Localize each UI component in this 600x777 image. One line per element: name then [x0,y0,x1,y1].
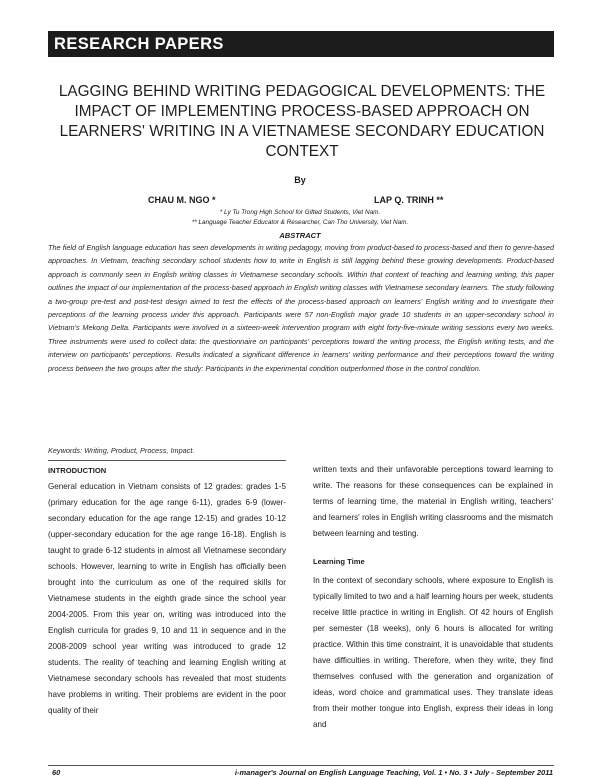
author-2: LAP Q. TRINH ** [374,195,444,205]
by-line: By [294,175,306,185]
keywords: Keywords: Writing, Product, Process, Impact. [48,446,195,455]
abstract-heading: ABSTRACT [279,231,321,240]
intro-rule [48,460,286,461]
learning-time-text: In the context of secondary schools, where exposure to English is typically limited to two and a half learning hours per week, students receive little practice in writing in English. Of 42 hours of English per semester (18 weeks), only 6 hours is allocated for writing practice. Within this time constraint, it is unavoidable that students have difficulties in writing. Therefore, when they write, they find themselves confused with the generation and organization of ideas, word choice and grammatical uses. They translate ideas from their mother tongue into English, express their ideas in long and [313,576,553,729]
intro-continued-text: written texts and their unfavorable perceptions toward learning to write. The reasons for these consequences can be explained in terms of learning time, the material in English writing, teachers' and learners' roles in English writing classrooms and the mismatch between learning and testing. [313,465,553,538]
intro-text: General education in Vietnam consists of 12 grades: grades 1-5 (primary education for the age range 6-11), grades 6-9 (lower-secondary education for the age range 12-15) and grades 10-12 (upper-secondary education for the age range 16-18). English is taught to grade 6-12 students in almost all Vietnamese secondary schools. However, learning to write in English has officially been brought into the curriculum as one of the required skills for Vietnamese students in the eighth grade since the school year 2004-2005. From this year on, writing was introduced into the English curricula for grades 9, 10 and 11 in sequence and in the 2008-2009 school year writing was introduced to grade 12 students. The reality of teaching and learning English writing at Vietnamese secondary schools has revealed that most students have problems in writing. Their problems are evident in the poor quality of their [48,482,286,715]
intro-heading: INTRODUCTION [48,466,107,475]
abstract-text: The field of English language education has seen developments in writing pedagogy, moving from product-based to process-based and then to genre-based approaches. In Vietnam, teaching secondary school students how to write in English is still lagging behind these growing developments. Product-based approach is commonly seen in English writing classes in Vietnamese secondary schools. Within that context of teaching and learning writing, this paper outlines the impact of our implementation of the process-based approach in English writing classes with Vietnamese secondary learners. The study following a two-group pre-test and post-test design aimed to test the effects of the process-based approach on learners' English writing and to investigate their perceptions of the learning process under this approach. Participants were 57 non-English major grade 10 students in an upper-secondary school in Vietnam's Mekong Delta. Participants were involved in a sixteen-week intervention program with eight forty-five-minute writing sessions every two weeks. Three instruments were used to collect data: the questionnaire on participants' perceptions toward the writing process, the English writing tests, and the interview on participants' perceptions. Results indicated a significant difference in learners' writing performance and their perceptions toward the writing process between the two groups after the study: Participants in the experimental condition outperformed those in the control condition. [48,243,554,373]
footer-rule [48,765,554,766]
affiliation-1: * Ly Tu Trong High School for Gifted Students, Viet Nam. [219,209,381,216]
author-1: CHAU M. NGO * [148,195,216,205]
paper-title: LAGGING BEHIND WRITING PEDAGOGICAL DEVELOPMENTS: THE IMPACT OF IMPLEMENTING PROCESS-BASED APPROACH ON LEARNERS' WRITING IN A VIETNAMESE SECONDARY EDUCATION CONTEXT [58,83,546,160]
affiliation-2: ** Language Teacher Educator & Researcher, Can Tho University, Viet Nam. [191,219,409,226]
journal-citation: i-manager's Journal on English Language Teaching, Vol. 1 • No. 3 • July - September 2011 [234,768,553,777]
page-number: 60 [52,768,61,777]
learning-time-heading: Learning Time [313,557,365,566]
section-banner: RESEARCH PAPERS [48,31,554,57]
